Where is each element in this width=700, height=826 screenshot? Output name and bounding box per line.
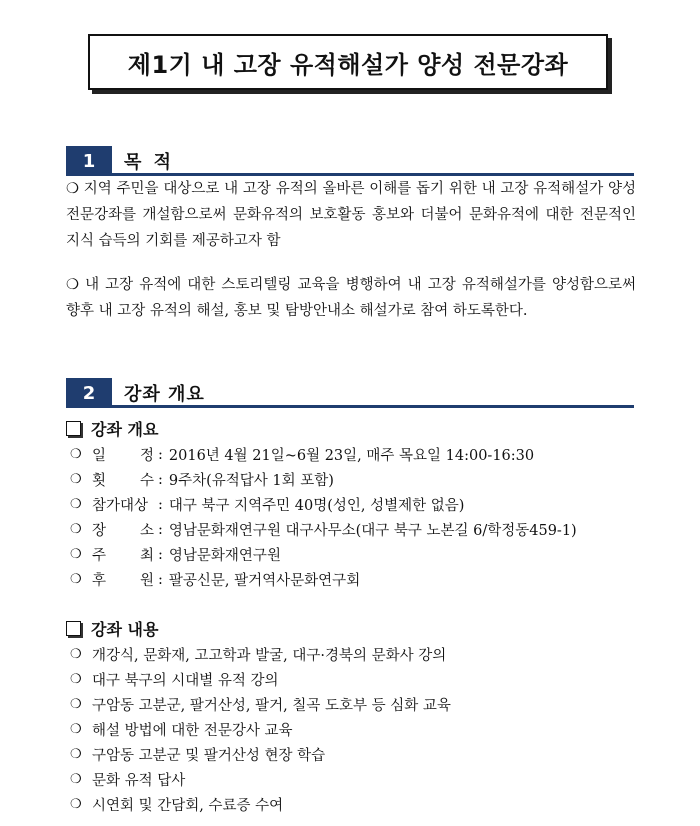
checkbox-square-icon (66, 421, 81, 436)
section-2-header (66, 378, 634, 408)
circle-bullet-icon: ❍ (70, 522, 82, 537)
overview-list (70, 442, 650, 592)
list-item: ❍ 개강식, 문화재, 고고학과 발굴, 대구·경북의 문화사 강의 (70, 647, 447, 664)
purpose-paragraph-1: ❍ 지역 주민을 대상으로 내 고장 유적의 올바른 이해를 돕기 위한 내 고장 유적해설가 양성 전문강좌를 개설함으로써 문화유적의 보호활동 홍보와 더불어 문화유적에 대한 전문적인 지식 습득의 기회를 제공하고자 함 (66, 181, 636, 249)
overview-value: 팔공신문, 팔거역사문화연구회 (168, 573, 361, 589)
circle-bullet-icon: ❍ (70, 797, 82, 812)
section-2-number: 2 (66, 378, 112, 408)
overview-label: 횟 수 (92, 473, 154, 489)
list-item: ❍ 해설 방법에 대한 전문강사 교육 (70, 722, 293, 739)
circle-bullet-icon: ❍ (70, 697, 82, 712)
overview-item-venue: ❍ 장 소 : 영남문화재연구원 대구사무소(대구 북구 노본길 6/학정동459-1) (70, 517, 650, 542)
overview-value: 대구 북구 지역주민 40명(성인, 성별제한 없음) (168, 498, 465, 514)
circle-bullet-icon: ❍ (70, 722, 82, 737)
overview-label: 후 원 (92, 573, 154, 589)
purpose-paragraph-2: ❍ 내 고장 유적에 대한 스토리텔링 교육을 병행하여 내 고장 유적해설가를 양성함으로써 향후 내 고장 유적의 해설, 홍보 및 탐방안내소 해설가로 참여 하도록한다. (66, 277, 636, 319)
list-item: ❍ 구암동 고분군 및 팔거산성 현장 학습 (70, 747, 326, 764)
circle-bullet-icon: ❍ (70, 747, 82, 762)
content-heading-text: 강좌 내용 (91, 619, 159, 639)
circle-bullet-icon: ❍ (70, 472, 82, 487)
overview-value: 2016년 4월 21일~6월 23일, 매주 목요일 14:00-16:30 (168, 448, 535, 464)
overview-item-sponsor: ❍ 후 원 : 팔공신문, 팔거역사문화연구회 (70, 567, 650, 592)
overview-item-audience: ❍ 참가대상 : 대구 북구 지역주민 40명(성인, 성별제한 없음) (70, 492, 650, 517)
overview-value: 영남문화재연구원 (168, 548, 281, 564)
circle-bullet-icon: ❍ (70, 772, 82, 787)
overview-label: 주 최 (92, 548, 154, 564)
overview-label: 장 소 (92, 523, 154, 539)
overview-heading-text: 강좌 개요 (91, 419, 159, 439)
circle-bullet-icon: ❍ (70, 447, 82, 462)
overview-label: 일 정 (92, 448, 154, 464)
circle-bullet-icon: ❍ (70, 497, 82, 512)
overview-item-sessions: ❍ 횟 수 : 9주차(유적답사 1회 포함) (70, 467, 650, 492)
checkbox-square-icon (66, 621, 81, 636)
list-item: ❍ 시연회 및 간담회, 수료증 수여 (70, 797, 284, 814)
section-2-title: 강좌 개요 (124, 384, 205, 405)
overview-heading (66, 417, 158, 439)
circle-bullet-icon: ❍ (70, 672, 82, 687)
section-2-underline (112, 405, 634, 408)
section-1-header (66, 146, 634, 176)
content-list (70, 642, 650, 817)
section-1-number: 1 (66, 146, 112, 176)
section-1-title: 목 적 (124, 152, 175, 173)
content-heading (66, 617, 158, 639)
circle-bullet-icon: ❍ (70, 547, 82, 562)
circle-bullet-icon: ❍ (70, 572, 82, 587)
overview-label: 참가대상 (92, 498, 149, 514)
circle-bullet-icon: ❍ (70, 647, 82, 662)
overview-item-schedule: ❍ 일 정 : 2016년 4월 21일~6월 23일, 매주 목요일 14:00-16:30 (70, 442, 650, 467)
overview-value: 영남문화재연구원 대구사무소(대구 북구 노본길 6/학정동459-1) (168, 523, 577, 539)
overview-value: 9주차(유적답사 1회 포함) (168, 473, 334, 489)
list-item: ❍ 문화 유적 답사 (70, 772, 186, 789)
overview-item-host: ❍ 주 최 : 영남문화재연구원 (70, 542, 650, 567)
document-title: 제1기 내 고장 유적해설가 양성 전문강좌 (88, 34, 608, 90)
list-item: ❍ 대구 북구의 시대별 유적 강의 (70, 672, 279, 689)
list-item: ❍ 구암동 고분군, 팔거산성, 팔거, 칠곡 도호부 등 심화 교육 (70, 697, 451, 714)
